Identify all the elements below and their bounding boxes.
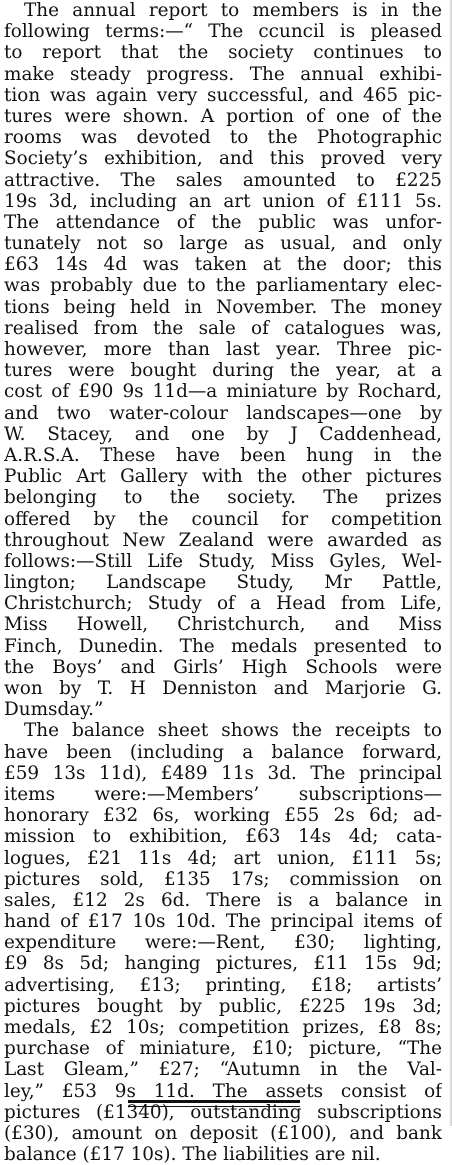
text-line: The balance sheet shows the receipts to bbox=[24, 720, 442, 742]
text-line: have been (including a balance forward, bbox=[4, 741, 442, 763]
text-line: following terms:—“ The ccuncil is pleased bbox=[4, 21, 442, 43]
text-line: tion was again very successful, and 465 pic- bbox=[4, 84, 442, 106]
text-line: however, more than last year. Three pic- bbox=[4, 339, 442, 360]
text-line: hand of £17 10s 10d. The principal items of bbox=[4, 911, 442, 933]
text-line: tures were shown. A portion of one of the bbox=[4, 105, 442, 127]
text-line: A.R.S.A. These have been hung in the bbox=[4, 444, 442, 466]
text-line: £63 14s 4d was taken at the door; this bbox=[4, 254, 442, 276]
text-line: Finch, Dunedin. The medals presented to bbox=[4, 635, 442, 657]
text-line: won by T. H Denniston and Marjorie G. bbox=[4, 678, 442, 699]
text-line: realised from the sale of catalogues was, bbox=[4, 317, 442, 339]
text-line: lington; Landscape Study, Mr Pattle, bbox=[4, 572, 442, 594]
text-line: The attendance of the public was unfor- bbox=[4, 211, 442, 233]
text-line: Christchurch; Study of a Head from Life, bbox=[4, 593, 442, 615]
text-line: ley,” £53 9s 11d. The assets consist of bbox=[4, 1080, 442, 1102]
text-line: rooms was devoted to the Photographic bbox=[4, 127, 442, 149]
text-line: medals, £2 10s; competition prizes, £8 8s; bbox=[4, 1017, 442, 1038]
text-line: pictures sold, £135 17s; commission on bbox=[4, 868, 442, 890]
text-line: £9 8s 5d; hanging pictures, £11 15s 9d; bbox=[4, 953, 442, 975]
text-line: expenditure were:—Rent, £30; lighting, bbox=[4, 932, 442, 954]
text-line: 19s 3d, including an art union of £111 5s. bbox=[4, 190, 442, 212]
section-divider-rule bbox=[128, 1100, 300, 1103]
text-line: follows:—Still Life Study, Miss Gyles, Wel- bbox=[4, 550, 442, 572]
text-line: logues, £21 11s 4d; art union, £111 5s; bbox=[4, 847, 442, 869]
text-line: throughout New Zealand were awarded as bbox=[4, 529, 442, 551]
text-line: to report that the society continues to bbox=[4, 42, 442, 64]
text-line: Miss Howell, Christchurch, and Miss bbox=[4, 614, 442, 636]
text-line: Dumsday.” bbox=[4, 699, 104, 721]
text-line: mission to exhibition, £63 14s 4d; cata- bbox=[4, 826, 442, 848]
paragraph-annual-report bbox=[4, 0, 442, 720]
text-line: pictures (£1340), outstanding subscriptions bbox=[4, 1101, 442, 1123]
text-line: cost of £90 9s 11d—a miniature by Rochard, bbox=[4, 381, 442, 403]
text-line: tures were bought during the year, at a bbox=[4, 360, 442, 382]
text-line: attractive. The sales amounted to £225 bbox=[4, 169, 442, 191]
text-line: Last Gleam,” £27; “Autumn in the Val- bbox=[4, 1059, 442, 1081]
text-line: £59 13s 11d), £489 11s 3d. The principal bbox=[4, 762, 442, 784]
text-line: The annual report to members is in the bbox=[24, 0, 442, 21]
text-line: tunately not so large as usual, and only bbox=[4, 233, 442, 255]
text-line: purchase of miniature, £10; picture, “The bbox=[4, 1038, 442, 1060]
text-line: offered by the council for competition bbox=[4, 508, 442, 530]
text-line: tions being held in November. The money bbox=[4, 296, 442, 318]
text-line: sales, £12 2s 6d. There is a balance in bbox=[4, 889, 442, 911]
text-line: honorary £32 6s, working £55 2s 6d; ad- bbox=[4, 805, 442, 827]
text-line: balance (£17 10s). The liabilities are nil. bbox=[4, 1144, 381, 1165]
text-line: was probably due to the parliamentary elec- bbox=[4, 275, 442, 297]
text-line: the Boys’ and Girls’ High Schools were bbox=[4, 656, 442, 678]
text-line: (£30), amount on deposit (£100), and bank bbox=[4, 1122, 442, 1144]
text-line: items were:—Members’ subscriptions— bbox=[4, 783, 442, 805]
text-line: make steady progress. The annual exhibi- bbox=[4, 63, 442, 85]
text-line: pictures bought by public, £225 19s 3d; bbox=[4, 995, 442, 1017]
text-line: and two water-colour landscapes—one by bbox=[4, 402, 442, 424]
text-line: Society’s exhibition, and this proved very bbox=[4, 148, 442, 170]
paragraph-balance-sheet bbox=[4, 720, 442, 1165]
section-divider-rule-thin bbox=[128, 1106, 300, 1107]
text-line: belonging to the society. The prizes bbox=[4, 487, 442, 509]
text-line: Public Art Gallery with the other pictures bbox=[4, 466, 442, 488]
text-line: W. Stacey, and one by J Caddenhead, bbox=[4, 423, 442, 445]
text-line: advertising, £13; printing, £18; artists’ bbox=[4, 974, 442, 996]
